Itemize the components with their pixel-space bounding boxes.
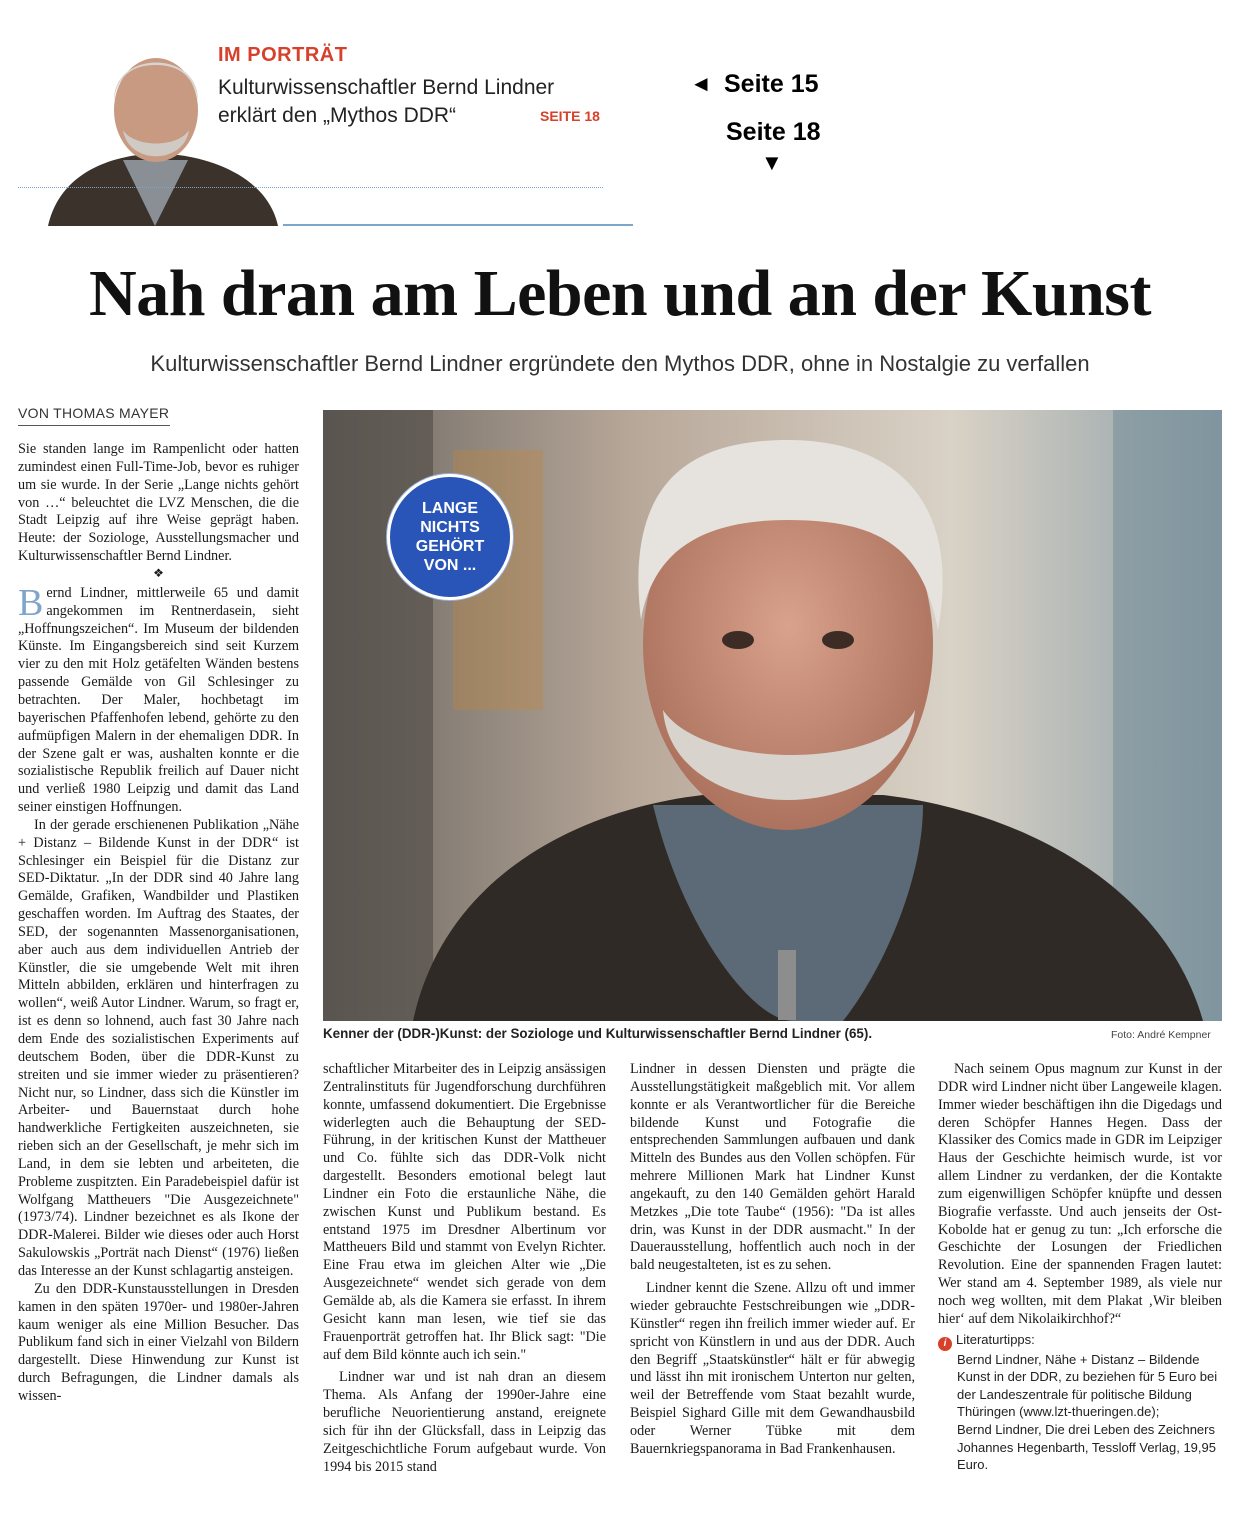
article-subline: Kulturwissenschaftler Bernd Lindner ergründete den Mythos DDR, ohne in Nostalgie zu verfallen xyxy=(150,351,1090,376)
badge-line: NICHTS xyxy=(420,519,480,536)
badge-line: GEHÖRT xyxy=(415,538,485,555)
byline-rule xyxy=(18,425,170,426)
down-arrow-icon[interactable]: ▼ xyxy=(761,150,783,175)
teaser-line-1: Kulturwissenschaftler Bernd Lindner xyxy=(218,76,555,99)
article-paragraph: Lindner in dessen Diensten und prägte die Ausstellungstätigkeit maßgeblich mit. Vor allem konnte er als Verantwortlicher für die Bereiche bildende Kunst und Fotografie die entsprechenden Sammlungen aufbauen und dank Mitteln des Bundes aus den Vollen schöpfen. Für mehrere Millionen Mark hat Lindner Kunst angekauft, zu den 140 Gemälden gehört Harald Metzkes „Die tote Taube“ (1956): "Da ist alles drin, was Kunst in der DDR ausmacht." In der Dauerausstellung, hoffentlich auch noch in der bald neugestalteten, ist es zu sehen. xyxy=(630,1061,915,1274)
article-column-1 xyxy=(18,441,299,1406)
badge-line: LANGE xyxy=(422,500,478,517)
article-column-3 xyxy=(630,1061,915,1459)
article-paragraph: Zu den DDR-Kunstausstellungen in Dresden kamen in den späten 1970er- und 1980er-Jahren kaum weniger als eine Million Besucher. Das Publikum fand sich in einer Vielzahl von Bildern dargestellt. Diese Hinwendung zur Kunst ist durch Befragungen, die Lindner damals als wissen- xyxy=(18,1280,299,1404)
article-paragraph: Nach seinem Opus magnum zur Kunst in der DDR wird Lindner nicht über Langeweile klagen. Immer wieder beschäftigen ihn die Digedags und deren Schöpfer Hannes Hegen. Dass der Klassiker des Comics made in GDR im Leipziger Haus der Geschichte heimisch wurde, ist vor allem Lindner zu verdanken, der die Kontakte zum eigenwilligen Schöpfer knüpfte und dessen Biografie verfasste. Und auch jenseits der Ost-Kobolde hat er genug zu tun: „Ich erforsche die Geschichte der Losungen der Friedlichen Revolution. Eine der spannenden Fragen lautet: Wer stand am 4. September 1989, als viele nur noch weg wollten, mit dem Plakat ‚Wir bleiben hier‘ auf dem Nikolaikirchhof?“ xyxy=(938,1061,1222,1327)
drop-cap: B xyxy=(18,581,44,624)
literature-entry-1: Bernd Lindner, Nähe + Distanz – Bildende Kunst in der DDR, zu beziehen für 5 Euro bei der Landeszentrale für politische Bildung Thüringen (www.lzt-thueringen.de); xyxy=(957,1351,1218,1420)
article-column-2 xyxy=(323,1061,606,1476)
info-icon: i xyxy=(938,1337,952,1351)
photo-caption: Kenner der (DDR-)Kunst: der Soziologe und Kulturwissenschaftler Bernd Lindner (65). xyxy=(323,1026,873,1041)
article-byline: VON THOMAS MAYER xyxy=(18,405,170,421)
literature-tips xyxy=(938,1331,1222,1474)
article-column-4 xyxy=(938,1061,1222,1474)
teaser-kicker: IM PORTRÄT xyxy=(218,44,348,66)
seite-18-link[interactable]: Seite 18 xyxy=(726,118,821,146)
separator-ornament-icon: ❖ xyxy=(153,565,164,580)
article-paragraph: Lindner war und ist nah dran an diesem Thema. Als Anfang der 1990er-Jahre eine berufliche Neuorientierung anstand, ereignete sich für ihn der Glücksfall, dass in Leipzig das Zeitgeschichtliche Forum aufgebaut wurde. Von 1994 bis 2015 stand xyxy=(323,1369,606,1475)
photo-credit: Foto: André Kempner xyxy=(1111,1029,1211,1041)
badge-line: VON ... xyxy=(423,557,477,574)
literature-heading: Literaturtipps: xyxy=(956,1331,1035,1347)
article-paragraph: Bernd Lindner, mittlerweile 65 und damit angekommen im Rentnerdasein, sieht „Hoffnungszeichen“. Im Museum der bildenden Künste. Im Eingangsbereich sind seit Kurzem vier zu den mit Holz getäfelten Wänden bestens passende Gemälde von Gil Schlesinger zu betrachten. Der Maler, hochbetagt im bayerischen Pfaffenhofen lebend, gehörte zu den aufmüpfigen Malern in der ehemaligen DDR. In der Szene galt er was, aushalten konnte er die sozialistische Republik freilich auf Dauer nicht und verließ 1980 Leipzig und damit das Land seiner einstigen Hoffnungen. xyxy=(18,581,299,816)
seite-15-link[interactable]: Seite 15 xyxy=(724,70,819,98)
left-arrow-icon[interactable]: ◄ xyxy=(690,71,712,96)
article-paragraph: Lindner kennt die Szene. Allzu oft und immer wieder gebrauchte Festschreibungen wie „DDR-Künstler“ regen ihn freilich immer wieder auf. Er spricht von Künstlern in und aus der DDR. Auch den Begriff „Staatskünstler“ hält er für abwegig und lässt ihn mit ironischem Unterton nur gelten, weil der Betreffende vom Staat bezahlt wurde, Beispiel Sighard Gille mit dem Gewandhausbild oder Werner Tübke mit dem Bauernkriegspanorama in Bad Frankenhausen. xyxy=(630,1280,915,1457)
teaser-line-2: erklärt den „Mythos DDR“ xyxy=(218,104,457,127)
article-headline: Nah dran am Leben und an der Kunst xyxy=(89,257,1151,330)
article-paragraph: schaftlicher Mitarbeiter des in Leipzig ansässigen Zentralinstituts für Jugendforschung durchführen konnte, umfassend dokumentiert. Die Ergebnisse widerlegten auch die Behauptung der SED-Führung, in der kritischen Kunst der Mattheuer und Co. fühlte sich das DDR-Volk nicht dargestellt. Besonders emotional belegt laut Lindner ein Foto die erstaunliche Nähe, die zwischen Kunst und Publikum bestand. Es entstand 1975 im Dresdner Albertinum vor Mattheuers Bild und stammt von Evelyn Richter. Eine Frau etwa im gleichen Alter wie „Die Ausgezeichnete“ wendet sich gerade von dem Gemälde ab, als die Kamera sie erfasst. In ihrem Gesicht kann man lesen, wie tief sie das Frauenporträt getroffen hat. Ihr Blick sagt: "Die auf dem Bild könnte auch ich sein." xyxy=(323,1061,606,1363)
teaser-page-ref: SEITE 18 xyxy=(540,108,600,124)
literature-entry-2: Bernd Lindner, Die drei Leben des Zeichners Johannes Hegenbarth, Tessloff Verlag, 19,95 Euro. xyxy=(957,1422,1216,1473)
series-badge xyxy=(387,474,513,600)
teaser-dotted-rule xyxy=(18,187,603,188)
article-paragraph: In der gerade erschienenen Publikation „Nähe + Distanz – Bildende Kunst in der DDR“ ist Schlesinger ein Beispiel für die Distanz zur SED-Diktatur. „In der DDR sind 40 Jahre lang Gemälde, Grafiken, Wandbilder und Plastiken geschaffen worden. Im Auftrag des Staates, der SED, der sogenannten Massenorganisationen, aber auch aus dem individuellen Antrieb der Künstler, die sie umgebende Welt mit ihren Mitteln abbilden, erklären und hinterfragen zu wollen“, weiß Autor Lindner. Warum, so fragt er, ist es denn so lohnend, auch fast 30 Jahre nach dem Ende des sozialistischen Experiments auf deutschem Boden, über die DDR-Kunst zu streiten und sie immer wieder zu präsentieren? Nicht nur, so Lindner, dass sich die Künstler im Arbeiter- und Bauernstaat durch hohe handwerkliche Fertigkeiten auszeichneten, sie rieben sich an der Gesellschaft, je mehr sich im Land, in dem sie lebten und arbeiteten, die Probleme zuspitzten. Ein Paradebeispiel dafür ist Wolfgang Mattheuers "Die Ausgezeichnete" (1973/74). Lindner bezeichnet es als Ikone der DDR-Malerei. Bilder wie dieses oder auch Horst Sakulowskis „Porträt nach Dienst“ (1976) ließen das Interesse an der Kunst schlagartig ansteigen. xyxy=(18,816,299,1279)
teaser-underline xyxy=(283,224,633,226)
article-intro: Sie standen lange im Rampenlicht oder hatten zumindest einen Full-Time-Job, bevor es ruhiger um sie wurde. In der Serie „Lange nichts gehört von …“ beleuchtet die LVZ Menschen, die die Stadt Leipzig auf ihre Weise geprägt haben. Heute: der Soziologe, Ausstellungsmacher und Kulturwissenschaftler Bernd Lindner. xyxy=(18,441,299,565)
